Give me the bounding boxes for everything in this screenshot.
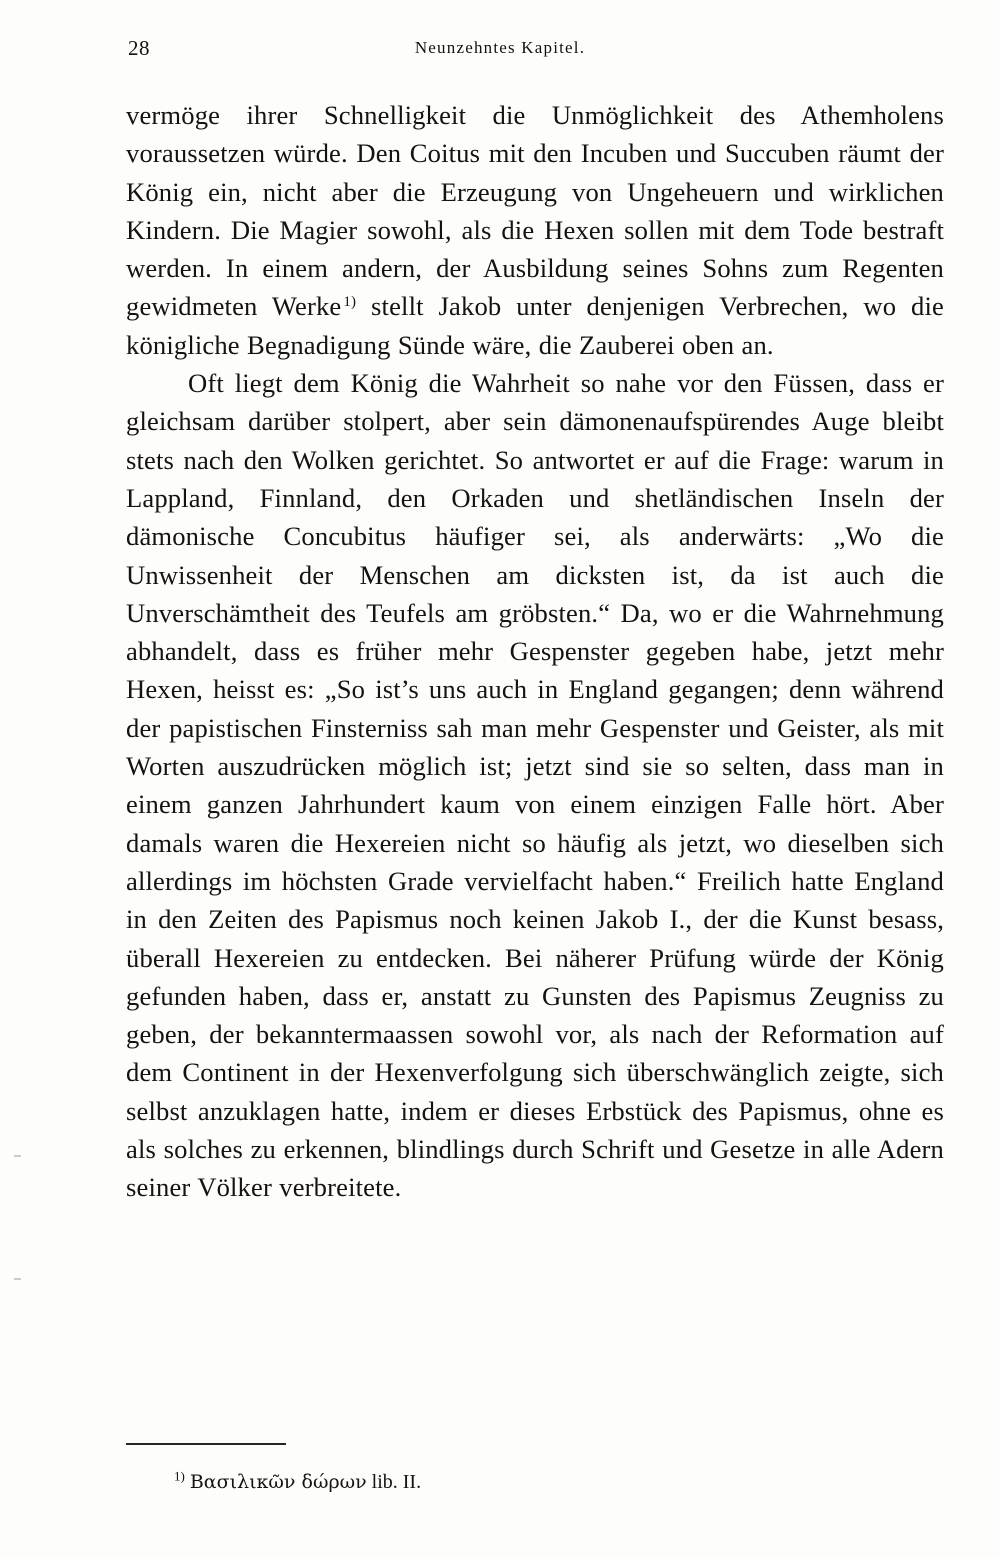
page-edge-mark — [14, 1278, 21, 1280]
footnote-marker: 1) — [174, 1468, 185, 1484]
body-text-block — [126, 96, 944, 1207]
chapter-title: Neunzehntes Kapitel. — [414, 38, 586, 57]
footnote — [126, 1468, 944, 1496]
footnote-greek-title: Βασιλικῶν δώρων — [189, 1471, 367, 1493]
paragraph-1-text-continued: stellt Jakob unter denjenigen Verbrechen, wo die königliche Begnadigung Sünde wäre, die Zauberei oben an. — [126, 291, 944, 360]
footnote-reference: lib. II. — [366, 1471, 422, 1493]
paragraph-2: Oft liegt dem König die Wahrheit so nahe vor den Füssen, dass er gleichsam darüber stolpert, aber sein dämonenaufspürendes Auge bleibt stets nach den Wolken gerichtet. So antwortet er auf die Frage: warum in Lappland, Finnland, den Orkaden und shetländischen Inseln der dämonische Concubitus häufiger sei, als anderwärts: „Wo die Unwissenheit der Menschen am dicksten ist, da ist auch die Unverschämtheit des Teufels am gröbsten.“ Da, wo er die Wahrnehmung abhandelt, dass es früher mehr Gespenster gegeben habe, jetzt mehr Hexen, heisst es: „So ist’s uns auch in England gegangen; denn während der papistischen Finsterniss sah man mehr Gespenster und Geister, als mit Worten auszudrücken möglich ist; jetzt sind sie so selten, dass man in einem ganzen Jahrhundert kaum von einem einzigen Falle hört. Aber damals waren die Hexereien nicht so häufig als jetzt, wo dieselben sich allerdings im höchsten Grade vervielfacht haben.“ Freilich hatte England in den Zeiten des Papismus noch keinen Jakob I., der die Kunst besass, überall Hexereien zu entdecken. Bei näherer Prüfung würde der König gefunden haben, dass er, anstatt zu Gunsten des Papismus Zeugniss zu geben, der bekanntermaassen sowohl vor, als nach der Reformation auf dem Continent in der Hexenverfolgung sich überschwänglich zeigte, sich selbst anzuklagen hatte, indem er dieses Erbstück des Papismus, ohne es als solches zu erkennen, blindlings durch Schrift und Gesetze in alle Adern seiner Völker verbreitete. — [126, 368, 944, 1203]
paragraph-1-text: vermöge ihrer Schnelligkeit die Unmöglichkeit des Athemholens voraussetzen würde. Den Coitus mit den Incuben und Succuben räumt der König ein, nicht aber die Erzeugung von Ungeheuern und wirklichen Kindern. Die Magier sowohl, als die Hexen sollen mit dem Tode bestraft werden. In einem andern, der Ausbildung seines Sohns zum Regenten gewidmeten Werke — [126, 100, 944, 322]
paragraph-1 — [126, 96, 944, 364]
footnote-reference-marker: 1) — [343, 293, 357, 310]
page-number: 28 — [128, 36, 150, 60]
running-head — [0, 36, 1000, 64]
page-edge-mark — [14, 1155, 21, 1157]
footnote-separator-rule — [126, 1443, 286, 1445]
